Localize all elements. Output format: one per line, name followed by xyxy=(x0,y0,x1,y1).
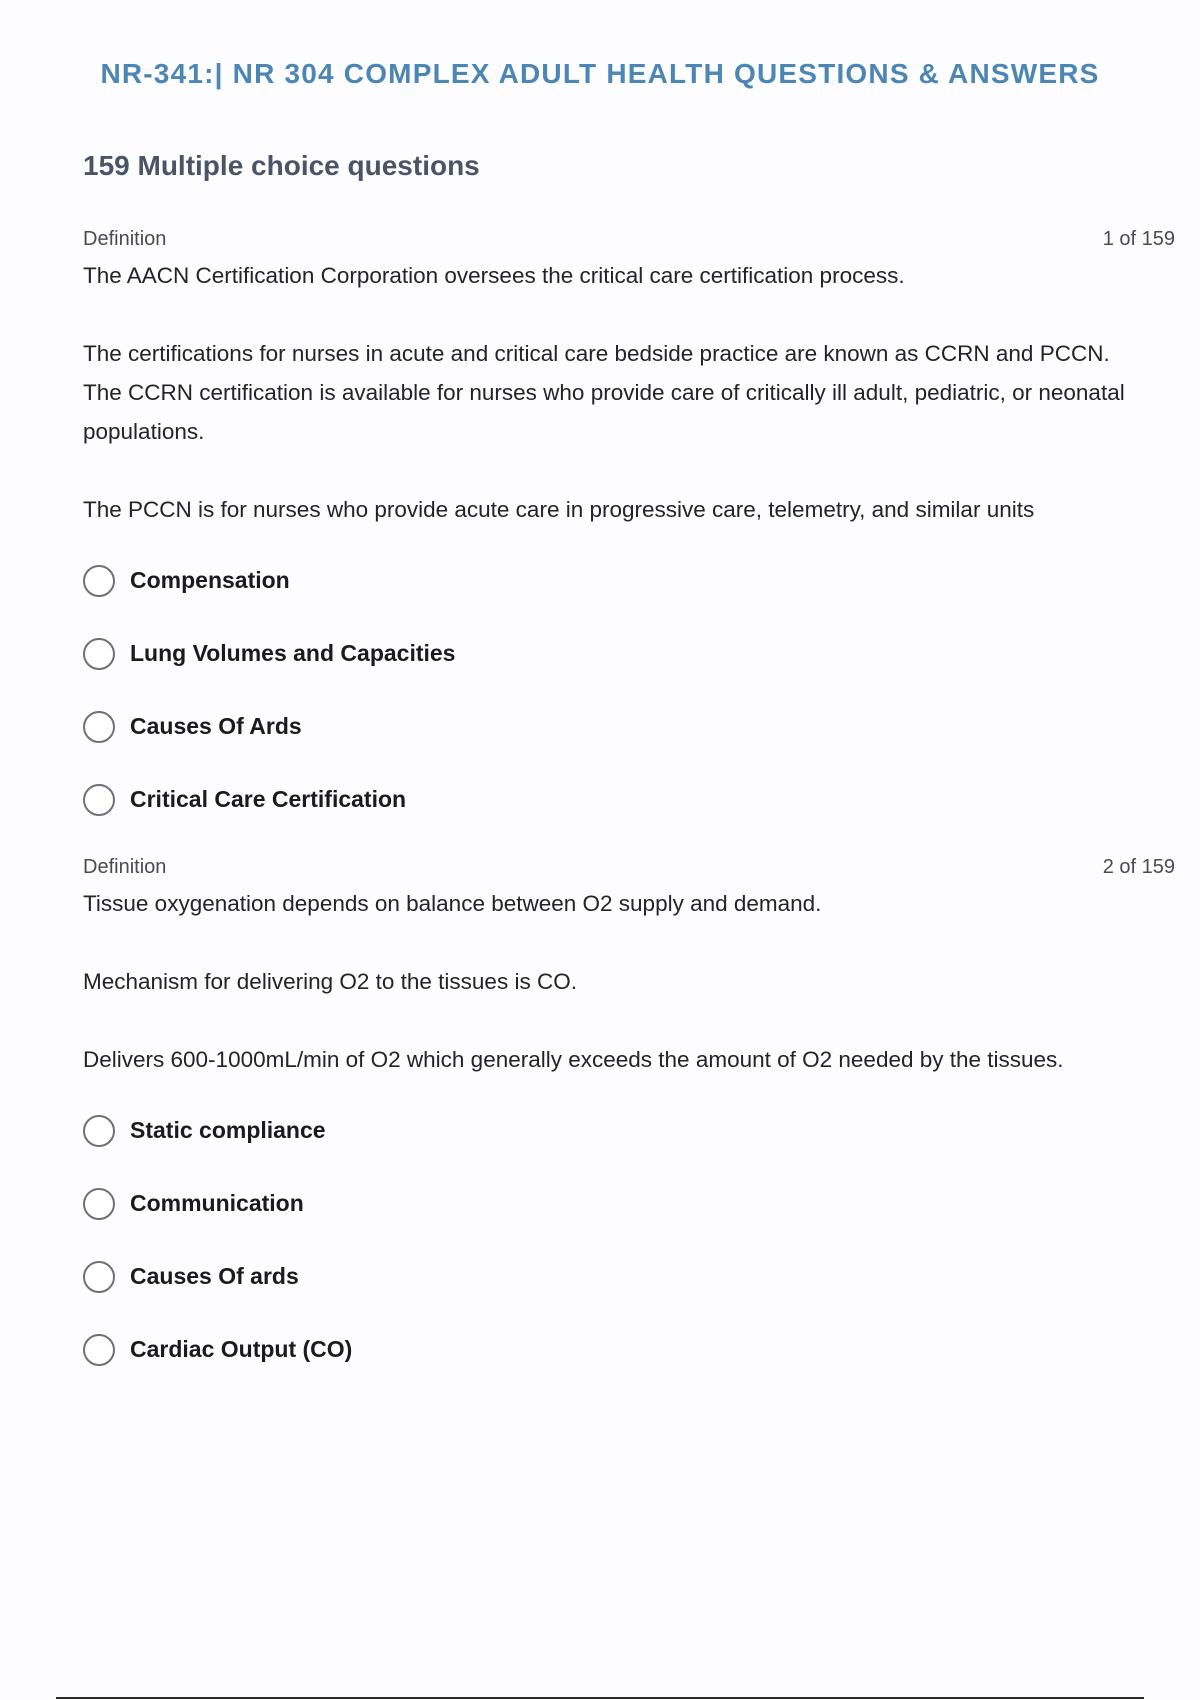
definition-paragraph: Tissue oxygenation depends on balance between O2 supply and demand. xyxy=(83,891,822,916)
radio-button[interactable] xyxy=(83,638,115,670)
question-type-label: Definition xyxy=(83,228,167,250)
question-card-2 xyxy=(83,856,1175,1386)
answer-option[interactable] xyxy=(83,1313,1175,1386)
definition-paragraph: The certifications for nurses in acute and critical care bedside practice are known as CCRN and PCCN. The CCRN certification is available for nurses who provide care of critically ill adult, pediatric, or neonatal populations. xyxy=(83,341,1125,444)
definition-paragraph: Mechanism for delivering O2 to the tissues is CO. xyxy=(83,969,577,994)
answer-options xyxy=(83,1094,1175,1386)
radio-button[interactable] xyxy=(83,565,115,597)
radio-button[interactable] xyxy=(83,1115,115,1147)
radio-button[interactable] xyxy=(83,1188,115,1220)
answer-option-label: Lung Volumes and Capacities xyxy=(130,640,456,666)
definition-paragraph: The PCCN is for nurses who provide acute care in progressive care, telemetry, and similar units xyxy=(83,497,1035,522)
question-counter: 1 of 159 xyxy=(1102,228,1175,250)
answer-option[interactable] xyxy=(83,544,1175,617)
answer-option-label: Compensation xyxy=(130,567,290,593)
question-card-1 xyxy=(83,228,1175,836)
radio-button[interactable] xyxy=(83,711,115,743)
radio-button[interactable] xyxy=(83,1261,115,1293)
radio-button[interactable] xyxy=(83,784,115,816)
radio-button[interactable] xyxy=(83,1334,115,1366)
question-count-heading: 159 Multiple choice questions xyxy=(83,150,480,181)
answer-option[interactable] xyxy=(83,1167,1175,1240)
answer-options xyxy=(83,544,1175,836)
question-meta xyxy=(83,228,1175,256)
answer-option-label: Causes Of Ards xyxy=(130,713,302,739)
answer-option[interactable] xyxy=(83,690,1175,763)
question-meta xyxy=(83,856,1175,884)
definition-paragraph: The AACN Certification Corporation oversees the critical care certification process. xyxy=(83,263,905,288)
answer-option[interactable] xyxy=(83,617,1175,690)
answer-option[interactable] xyxy=(83,1240,1175,1313)
answer-option-label: Static compliance xyxy=(130,1117,326,1143)
definition-paragraph: Delivers 600-1000mL/min of O2 which generally exceeds the amount of O2 needed by the tissues. xyxy=(83,1047,1064,1072)
bottom-divider xyxy=(56,1697,1144,1699)
answer-option[interactable] xyxy=(83,1094,1175,1167)
answer-option-label: Critical Care Certification xyxy=(130,786,407,812)
document-title: NR-341:| NR 304 COMPLEX ADULT HEALTH QUESTIONS & ANSWERS xyxy=(100,58,1100,89)
answer-option-label: Cardiac Output (CO) xyxy=(130,1336,353,1362)
answer-option[interactable] xyxy=(83,763,1175,836)
answer-option-label: Communication xyxy=(130,1190,304,1216)
question-type-label: Definition xyxy=(83,856,167,878)
question-counter: 2 of 159 xyxy=(1102,856,1175,878)
answer-option-label: Causes Of ards xyxy=(130,1263,299,1289)
